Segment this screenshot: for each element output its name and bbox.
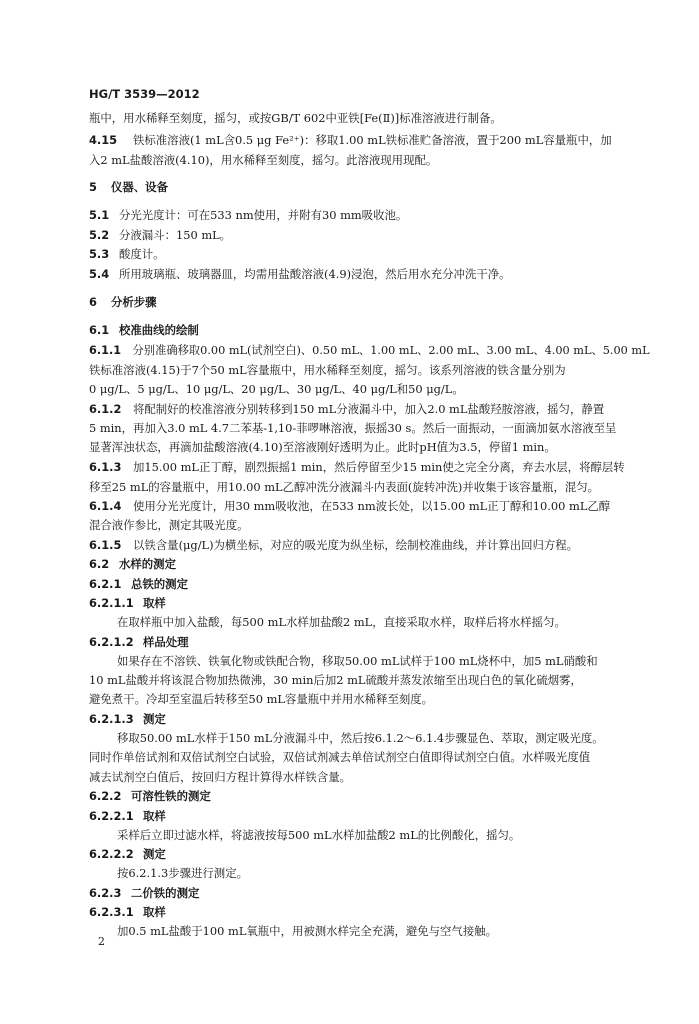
- clause-number: 6.2.1.3: [89, 712, 134, 726]
- paragraph-text: 以铁含量(μg/L)为横坐标，对应的吸光度为纵坐标，绘制校准曲线，并计算出回归方程。: [133, 538, 579, 552]
- section-line: [89, 540, 578, 551]
- paragraph-text: 铁标准溶液(1 mL含0.5 μg Fe²⁺)：移取1.00 mL铁标准贮备溶液，置于200 mL容量瓶中，加: [133, 133, 612, 147]
- section-line: [89, 637, 189, 648]
- clause-number: 6.2.1: [89, 577, 122, 591]
- section-line: [89, 559, 176, 570]
- section-line: [89, 598, 166, 609]
- section-line: [89, 579, 188, 590]
- paragraph-text: 采样后立即过滤水样，将滤液按每500 mL水样加盐酸2 mL的比例酸化，摇匀。: [117, 828, 521, 842]
- paragraph-text: 所用玻璃瓶、玻璃器皿，均需用盐酸溶液(4.9)浸泡，然后用水充分冲洗干净。: [119, 267, 511, 281]
- section-line: [89, 230, 231, 241]
- section-heading: 测定: [143, 712, 166, 726]
- text-line: [117, 868, 248, 879]
- clause-number: 6.1.5: [89, 538, 122, 552]
- clause-number: 6.2.1.1: [89, 596, 134, 610]
- text-line: [117, 656, 598, 667]
- section-line: [89, 210, 407, 221]
- paragraph-text: 酸度计。: [119, 247, 165, 261]
- clause-number: 6.1.3: [89, 460, 122, 474]
- clause-number: 6.1.1: [89, 343, 122, 357]
- section-line: [89, 462, 625, 473]
- section-heading: 取样: [143, 905, 166, 919]
- clause-number: 5.4: [89, 267, 110, 281]
- clause-number: 6: [89, 295, 97, 309]
- text-line: [89, 113, 502, 124]
- document-code-header: HG/T 3539—2012: [89, 87, 200, 101]
- section-heading: 校准曲线的绘制: [119, 323, 199, 337]
- clause-number: 6.2.2.1: [89, 809, 134, 823]
- section-heading: 测定: [143, 847, 166, 861]
- paragraph-text: 减去试剂空白值后，按回归方程计算得水样铁含量。: [89, 770, 351, 784]
- text-line: [89, 694, 433, 705]
- paragraph-text: 加0.5 mL盐酸于100 mL氧瓶中，用被测水样完全充满，避免与空气接触。: [117, 924, 497, 938]
- section-line: [89, 182, 168, 193]
- clause-number: 6.1.2: [89, 402, 122, 416]
- text-line: [117, 830, 520, 841]
- text-line: [89, 384, 464, 395]
- text-line: [89, 752, 590, 763]
- section-line: [89, 345, 650, 356]
- section-line: [89, 714, 166, 725]
- paragraph-text: 显著浑浊状态，再滴加盐酸溶液(4.10)至溶液刚好透明为止。此时pH值为3.5，停留1 min。: [89, 440, 556, 454]
- paragraph-text: 铁标准溶液(4.15)于7个50 mL容量瓶中，用水稀释至刻度，摇匀。该系列溶液的铁含量分别为: [89, 363, 566, 377]
- section-line: [89, 135, 612, 146]
- paragraph-text: 加15.00 mL正丁醇，剧烈振摇1 min，然后停留至少15 min使之完全分离，弃去水层，将醇层转: [133, 460, 625, 474]
- clause-number: 5.2: [89, 228, 110, 242]
- paragraph-text: 避免煮干。冷却至室温后转移至50 mL容量瓶中并用水稀释至刻度。: [89, 692, 434, 706]
- section-heading: 仪器、设备: [111, 180, 168, 194]
- section-line: [89, 849, 166, 860]
- paragraph-text: 分光光度计：可在533 nm使用，并附有30 mm吸收池。: [119, 208, 408, 222]
- clause-number: 5.3: [89, 247, 110, 261]
- section-heading: 可溶性铁的测定: [131, 789, 211, 803]
- section-line: [89, 404, 604, 415]
- paragraph-text: 将配制好的校准溶液分别转移到150 mL分液漏斗中，加入2.0 mL盐酸羟胺溶液，摇匀，静置: [133, 402, 605, 416]
- text-line: [117, 733, 604, 744]
- section-line: [89, 501, 610, 512]
- section-heading: 分析步骤: [111, 295, 157, 309]
- section-heading: 取样: [143, 809, 166, 823]
- text-line: [89, 772, 351, 783]
- section-line: [89, 297, 157, 308]
- clause-number: 4.15: [89, 133, 118, 147]
- text-line: [117, 617, 566, 628]
- paragraph-text: 入2 mL盐酸溶液(4.10)，用水稀释至刻度，摇匀。此溶液现用现配。: [89, 153, 438, 167]
- paragraph-text: 混合液作参比，测定其吸光度。: [89, 518, 249, 532]
- text-line: [89, 520, 248, 531]
- paragraph-text: 分别准确移取0.00 mL(试剂空白)、0.50 mL、1.00 mL、2.00 mL、3.00 mL、4.00 mL、5.00 mL: [132, 343, 650, 357]
- section-heading: 总铁的测定: [131, 577, 188, 591]
- section-heading: 样品处理: [143, 635, 189, 649]
- clause-number: 6.1: [89, 323, 110, 337]
- paragraph-text: 5 min，再加入3.0 mL 4.7二苯基-1,10-菲啰啉溶液，振摇30 s。然后一面振动，一面滴加氨水溶液至呈: [89, 421, 617, 435]
- section-line: [89, 907, 166, 918]
- section-line: [89, 888, 199, 899]
- paragraph-text: 分液漏斗：150 mL。: [119, 228, 232, 242]
- paragraph-text: 移至25 mL的容量瓶中，用10.00 mL乙醇冲洗分液漏斗内表面(旋转冲洗)并收集于该容量瓶，混匀。: [89, 480, 600, 494]
- clause-number: 6.2.3: [89, 886, 122, 900]
- section-line: [89, 269, 511, 280]
- section-line: [89, 811, 166, 822]
- text-line: [117, 926, 497, 937]
- clause-number: 5.1: [89, 208, 110, 222]
- section-heading: 取样: [143, 596, 166, 610]
- section-line: [89, 791, 211, 802]
- section-line: [89, 249, 165, 260]
- text-line: [89, 155, 437, 166]
- paragraph-text: 按6.2.1.3步骤进行测定。: [117, 866, 248, 880]
- page-number: 2: [98, 935, 105, 948]
- clause-number: 6.2.2: [89, 789, 122, 803]
- paragraph-text: 在取样瓶中加入盐酸，每500 mL水样加盐酸2 mL，直接采取水样，取样后将水样摇匀。: [117, 615, 566, 629]
- text-line: [89, 442, 556, 453]
- paragraph-text: 0 μg/L、5 μg/L、10 μg/L、20 μg/L、30 μg/L、40 μg/L和50 μg/L。: [89, 382, 464, 396]
- paragraph-text: 瓶中，用水稀释至刻度，摇匀，或按GB/T 602中亚铁[Fe(Ⅱ)]标准溶液进行制备。: [89, 111, 502, 125]
- section-heading: 二价铁的测定: [131, 886, 200, 900]
- clause-number: 6.1.4: [89, 499, 122, 513]
- paragraph-text: 使用分光光度计，用30 mm吸收池，在533 nm波长处，以15.00 mL正丁醇和10.00 mL乙醇: [133, 499, 611, 513]
- text-line: [89, 365, 566, 376]
- clause-number: 6.2: [89, 557, 110, 571]
- paragraph-text: 同时作单倍试剂和双倍试剂空白试验，双倍试剂减去单倍试剂空白值即得试剂空白值。水样吸光度值: [89, 750, 591, 764]
- section-line: [89, 325, 199, 336]
- clause-number: 6.2.3.1: [89, 905, 134, 919]
- clause-number: 6.2.1.2: [89, 635, 134, 649]
- paragraph-text: 10 mL盐酸并将该混合物加热微沸，30 min后加2 mL硫酸并蒸发浓缩至出现白色的氧化硫烟雾，: [89, 673, 582, 687]
- clause-number: 6.2.2.2: [89, 847, 134, 861]
- paragraph-text: 移取50.00 mL水样于150 mL分液漏斗中，然后按6.1.2～6.1.4步骤显色、萃取，测定吸光度。: [117, 731, 604, 745]
- text-line: [89, 675, 582, 686]
- text-line: [89, 482, 599, 493]
- clause-number: 5: [89, 180, 97, 194]
- section-heading: 水样的测定: [119, 557, 176, 571]
- paragraph-text: 如果存在不溶铁、铁氧化物或铁配合物，移取50.00 mL试样于100 mL烧杯中，加5 mL硝酸和: [117, 654, 598, 668]
- text-line: [89, 423, 616, 434]
